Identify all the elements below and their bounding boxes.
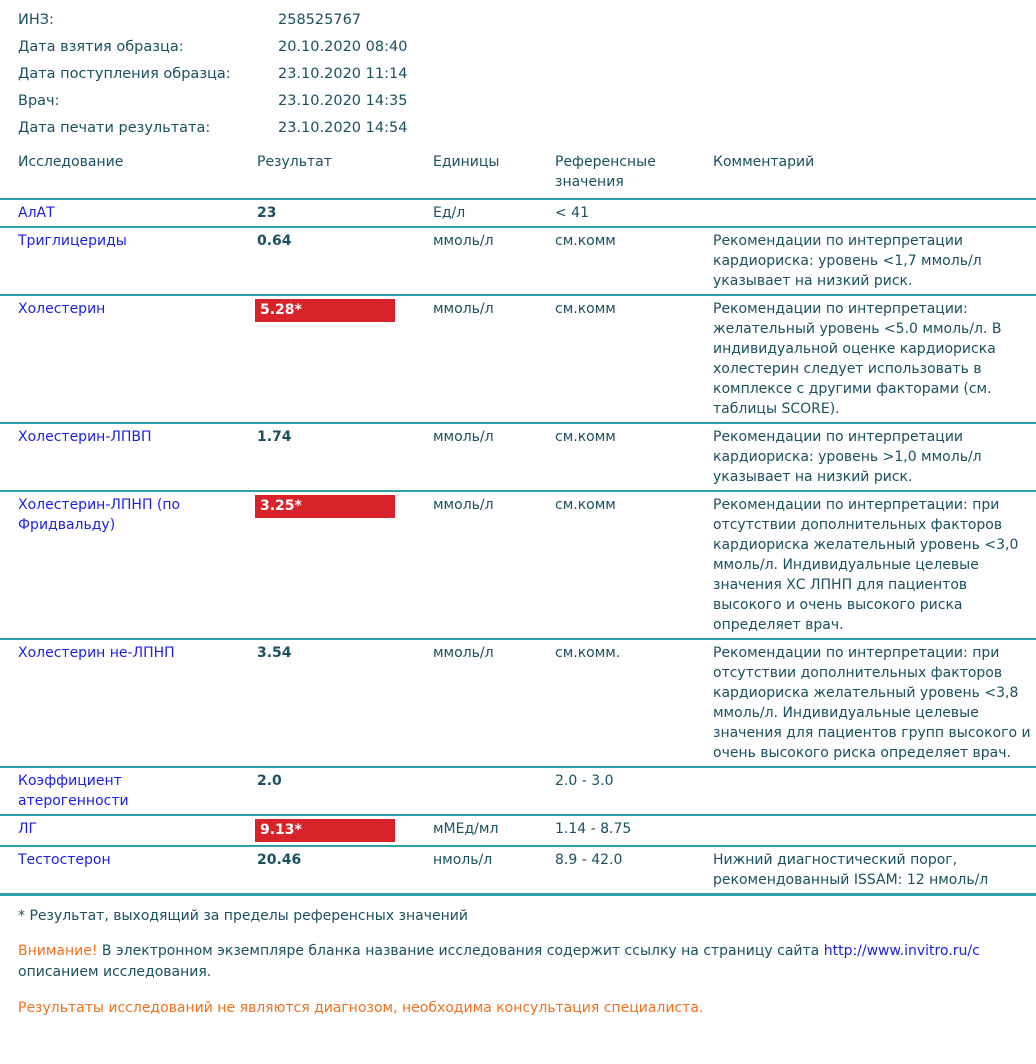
meta-label: ИНЗ:: [18, 12, 54, 28]
reference-range: см.комм: [555, 423, 713, 491]
comment-text: Рекомендации по интерпретации: желательный уровень <5.0 ммоль/л. В индивидуальной оценке кардиориска холестерин следует использовать в комплексе с другими факторами (см. таблицы SCORE).: [713, 295, 1036, 423]
table-header-row: [0, 152, 1036, 199]
header-test: Исследование: [0, 152, 257, 199]
meta-label: Дата взятия образца:: [18, 39, 184, 55]
reference-range: см.комм: [555, 227, 713, 295]
table-row: [0, 767, 1036, 815]
header-units: Единицы: [433, 152, 555, 199]
comment-text: [713, 767, 1036, 815]
header-reference: Референсные значения: [555, 152, 713, 199]
table-row: [0, 295, 1036, 423]
result-value: 9.13*: [255, 819, 395, 842]
result-value: 2.0: [257, 773, 282, 789]
result-value: 5.28*: [255, 299, 395, 322]
test-name-link[interactable]: АлАТ: [18, 205, 55, 221]
meta-label: Врач:: [18, 93, 60, 109]
meta-row: [0, 12, 1036, 39]
table-row: [0, 227, 1036, 295]
meta-value: 20.10.2020 08:40: [278, 39, 408, 55]
reference-range: 2.0 - 3.0: [555, 767, 713, 815]
asterisk-footnote: * Результат, выходящий за пределы референсных значений: [18, 908, 468, 924]
invitro-link[interactable]: http://www.invitro.ru/с: [823, 943, 980, 959]
comment-text: Рекомендации по интерпретации кардиориска: уровень >1,0 ммоль/л указывает на низкий риск.: [713, 423, 1036, 491]
warning-tail: описанием исследования.: [18, 964, 212, 980]
test-name-link[interactable]: Коэффициент атерогенности: [18, 773, 129, 809]
comment-text: Рекомендации по интерпретации кардиориска: уровень <1,7 ммоль/л указывает на низкий риск.: [713, 227, 1036, 295]
meta-label: Дата печати результата:: [18, 120, 211, 136]
test-name-link[interactable]: ЛГ: [18, 821, 38, 837]
test-name-link[interactable]: Холестерин-ЛПНП (по Фридвальду): [18, 497, 181, 533]
units-value: ммоль/л: [433, 295, 555, 423]
comment-text: Нижний диагностический порог, рекомендованный ISSAM: 12 нмоль/л: [713, 846, 1036, 895]
meta-label: Дата поступления образца:: [18, 66, 231, 82]
results-table: [0, 152, 1036, 896]
meta-row: [0, 66, 1036, 93]
table-row: [0, 846, 1036, 895]
results-table-body: [0, 199, 1036, 895]
table-row: [0, 199, 1036, 227]
warning-label: Внимание!: [18, 943, 98, 959]
meta-row: [0, 93, 1036, 120]
table-row: [0, 815, 1036, 846]
meta-row: [0, 120, 1036, 147]
units-value: мМЕд/мл: [433, 815, 555, 846]
warning-text: В электронном экземпляре бланка название исследования содержит ссылку на страницу сайта: [97, 943, 820, 959]
meta-value: 23.10.2020 14:35: [278, 93, 408, 109]
result-value: 3.54: [257, 645, 292, 661]
test-name-link[interactable]: Тестостерон: [18, 852, 111, 868]
units-value: ммоль/л: [433, 491, 555, 639]
reference-range: 8.9 - 42.0: [555, 846, 713, 895]
table-row: [0, 423, 1036, 491]
meta-value: 258525767: [278, 12, 362, 28]
units-value: [433, 767, 555, 815]
result-value: 20.46: [257, 852, 302, 868]
reference-range: < 41: [555, 199, 713, 227]
result-value: 0.64: [257, 233, 292, 249]
reference-range: см.комм: [555, 295, 713, 423]
result-value: 23: [257, 205, 277, 221]
sample-metadata: [0, 0, 1036, 147]
header-result: Результат: [257, 152, 433, 199]
warning-paragraph: [0, 941, 990, 983]
meta-value: 23.10.2020 14:54: [278, 120, 408, 136]
table-row: [0, 639, 1036, 767]
table-row: [0, 491, 1036, 639]
comment-text: Рекомендации по интерпретации: при отсутствии дополнительных факторов кардиориска желательный уровень <3,8 ммоль/л. Индивидуальные целевые значения для пациентов групп высокого и очень высокого риска определяет врач.: [713, 639, 1036, 767]
test-name-link[interactable]: Холестерин не-ЛПНП: [18, 645, 175, 661]
test-name-link[interactable]: Холестерин-ЛПВП: [18, 429, 152, 445]
units-value: ммоль/л: [433, 639, 555, 767]
units-value: Ед/л: [433, 199, 555, 227]
reference-range: 1.14 - 8.75: [555, 815, 713, 846]
units-value: нмоль/л: [433, 846, 555, 895]
reference-range: см.комм.: [555, 639, 713, 767]
test-name-link[interactable]: Триглицериды: [18, 233, 127, 249]
comment-text: [713, 199, 1036, 227]
comment-text: [713, 815, 1036, 846]
result-value: 3.25*: [255, 495, 395, 518]
disclaimer-note: Результаты исследований не являются диагнозом, необходима консультация специалиста.: [18, 1000, 704, 1016]
meta-row-clipped: [0, 0, 1036, 12]
meta-value: 23.10.2020 11:14: [278, 66, 408, 82]
reference-range: см.комм: [555, 491, 713, 639]
units-value: ммоль/л: [433, 227, 555, 295]
result-value: 1.74: [257, 429, 292, 445]
header-comment: Комментарий: [713, 152, 1036, 199]
comment-text: Рекомендации по интерпретации: при отсутствии дополнительных факторов кардиориска желательный уровень <3,0 ммоль/л. Индивидуальные целевые значения ХС ЛПНП для пациентов высокого и очень высокого риска определяет врач.: [713, 491, 1036, 639]
units-value: ммоль/л: [433, 423, 555, 491]
meta-row: [0, 39, 1036, 66]
test-name-link[interactable]: Холестерин: [18, 301, 106, 317]
